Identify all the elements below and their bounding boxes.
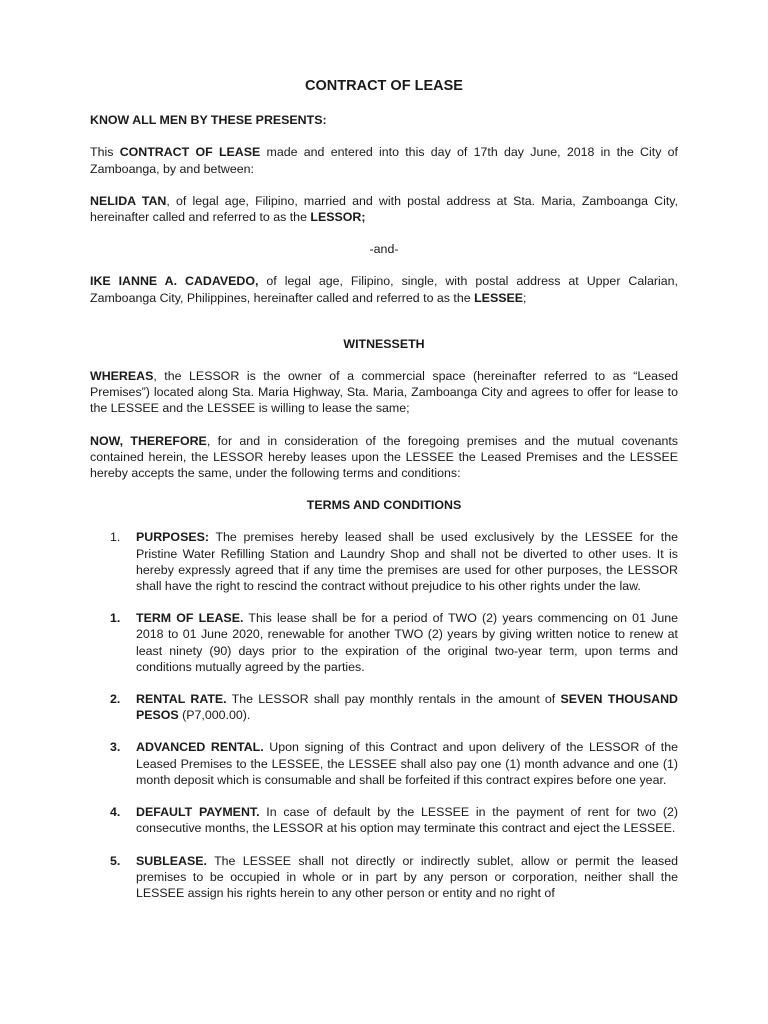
- term-item-purposes: 1. PURPOSES: The premises hereby leased shall be used exclusively by the LESSEE for the Pristine Water Refilling Station and Laundry Shop and shall not be diverted to other uses. It is hereby expressly agreed that if any time the premises are used for other purposes, the LESSOR shall have the right to rescind the contract without prejudice to his other rights under the law.: [110, 530, 678, 594]
- term-item-rental-rate: 2. RENTAL RATE. The LESSOR shall pay monthly rentals in the amount of SEVEN THOUSAND PESOS (P7,000.00).: [110, 692, 678, 723]
- document-title: CONTRACT OF LEASE: [305, 78, 463, 94]
- lessor-party-paragraph: NELIDA TAN, of legal age, Filipino, married and with postal address at Sta. Maria, Zamboanga City, hereinafter called and referred to as the LESSOR;: [90, 193, 678, 225]
- term-number: 1.: [110, 530, 121, 545]
- term-item-default-payment: 4. DEFAULT PAYMENT. In case of default by the LESSEE in the payment of rent for two (2) consecutive months, the LESSOR at his option may terminate this contract and eject the LESSEE.: [110, 805, 678, 836]
- intro-paragraph: This CONTRACT OF LEASE made and entered into this day of 17th day June, 2018 in the City of Zamboanga, by and between:: [90, 145, 678, 176]
- document-page: [90, 78, 678, 917]
- know-all-heading: KNOW ALL MEN BY THESE PRESENTS:: [90, 113, 327, 128]
- term-number: 4.: [110, 805, 121, 820]
- whereas-paragraph: WHEREAS, the LESSOR is the owner of a commercial space (hereinafter referred to as “Leased Premises”) located along Sta. Maria Highway, Sta. Maria, Zamboanga City and agrees to offer for lease to the LESSEE and the LESSEE is willing to lease the same;: [90, 369, 678, 416]
- term-number: 5.: [110, 853, 121, 868]
- term-number: 3.: [110, 740, 121, 755]
- now-therefore-paragraph: NOW, THEREFORE, for and in consideration of the foregoing premises and the mutual covenants contained herein, the LESSOR hereby leases upon the LESSEE the Leased Premises and the LESSEE hereby accepts the same, under the following terms and conditions:: [90, 433, 678, 481]
- term-number: 2.: [110, 692, 121, 707]
- witnesseth-heading: WITNESSETH: [343, 336, 425, 351]
- lessee-party-paragraph: IKE IANNE A. CADAVEDO, of legal age, Filipino, single, with postal address at Upper Calarian, Zamboanga City, Philippines, hereinafter called and referred to as the LESSEE;: [90, 274, 678, 305]
- term-item-sublease: 5. SUBLEASE. The LESSEE shall not directly or indirectly sublet, allow or permit the leased premises to be occupied in whole or in part by any person or corporation, neither shall the LESSEE assign his rights herein to any other person or entity and no right of: [110, 853, 678, 900]
- and-separator: -and-: [369, 242, 399, 257]
- term-item-advanced-rental: 3. ADVANCED RENTAL. Upon signing of this Contract and upon delivery of the LESSOR of the Leased Premises to the LESSEE, the LESSEE shall also pay one (1) month advance and one (1) month deposit which is consumable and shall be forfeited if this contract expires before one year.: [110, 740, 679, 787]
- term-item-term-of-lease: 1. TERM OF LEASE. This lease shall be for a period of TWO (2) years commencing on 01 June 2018 to 01 June 2020, renewable for another TWO (2) years by giving written notice to renew at least ninety (90) days prior to the expiration of the original two-year term, upon terms and conditions mutually agreed by the parties.: [110, 611, 678, 674]
- terms-heading: TERMS AND CONDITIONS: [306, 498, 462, 513]
- term-number: 1.: [110, 611, 121, 626]
